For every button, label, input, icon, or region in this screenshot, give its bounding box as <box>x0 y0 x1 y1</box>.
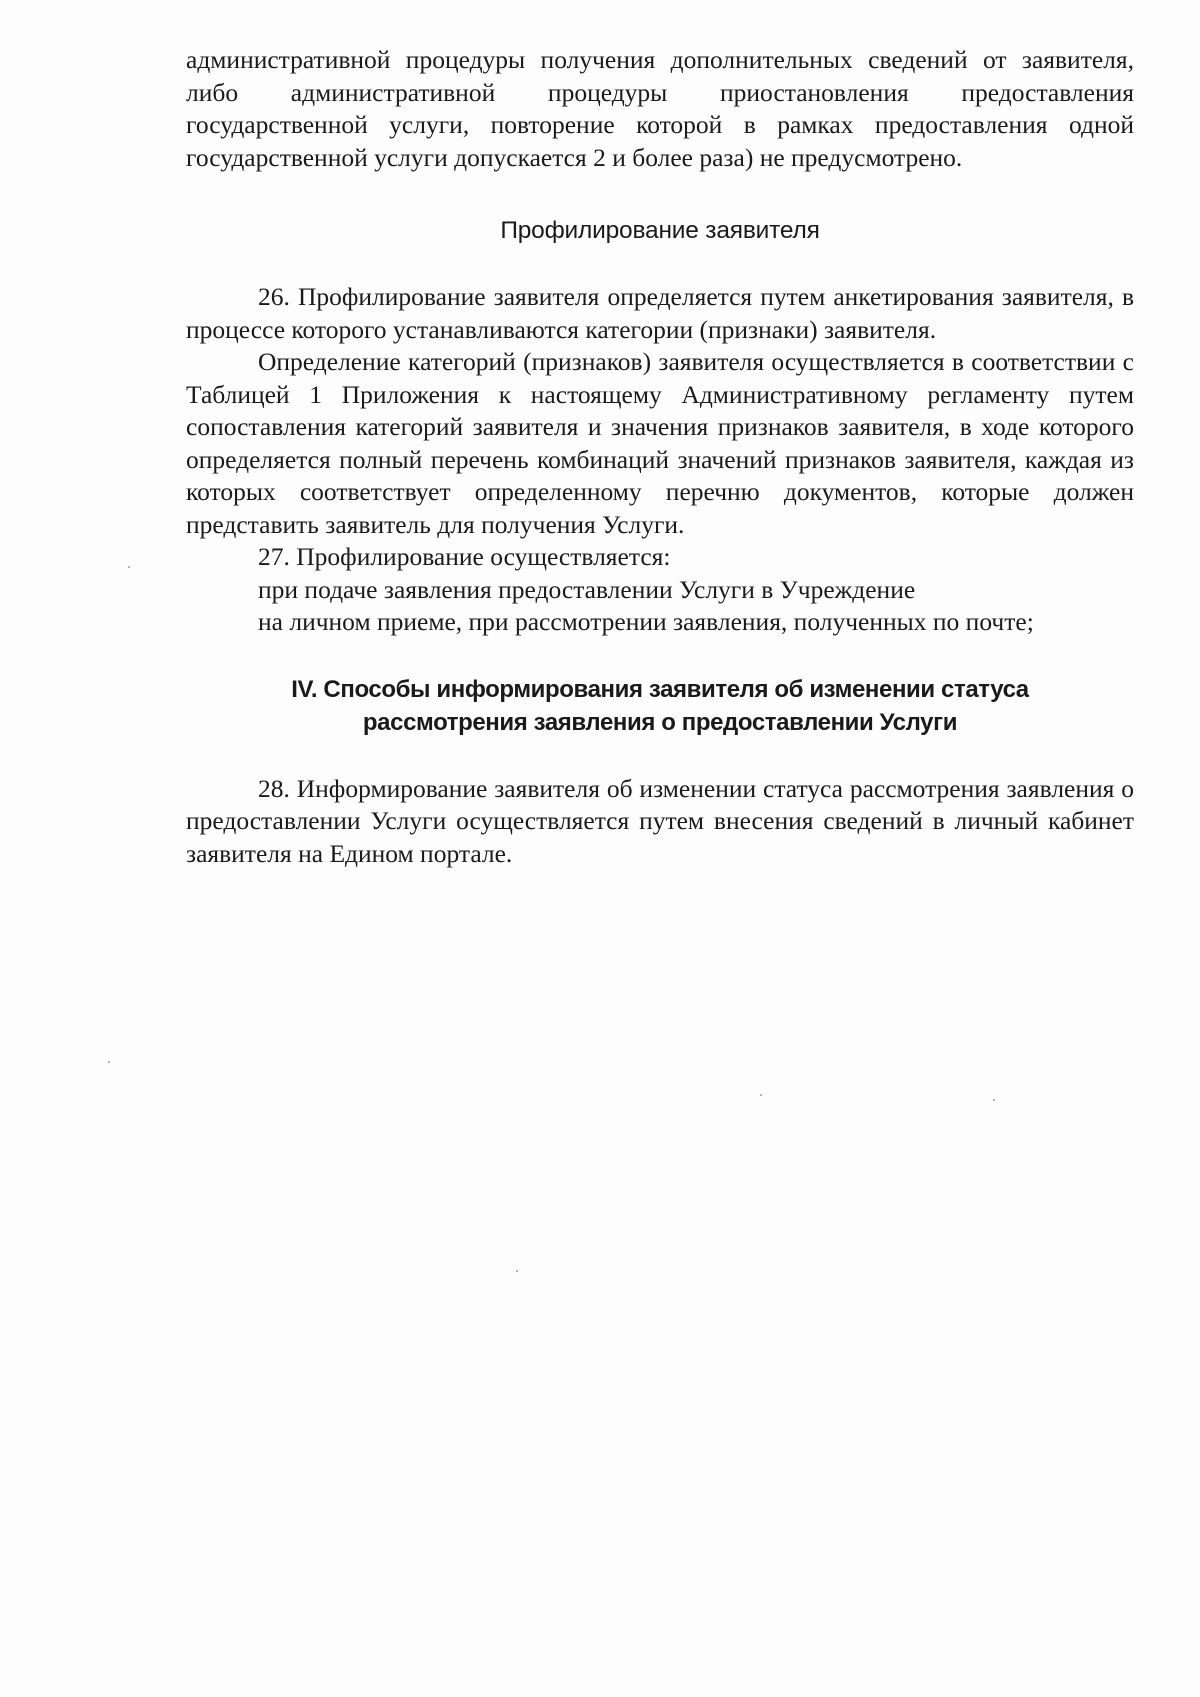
paragraph-27: 27. Профилирование осуществляется: <box>258 542 671 571</box>
document-body <box>186 44 1134 870</box>
paragraph-26: 26. Профилирование заявителя определяется путем анкетирования заявителя, в процессе которого устанавливаются категории (признаки) заявителя. <box>186 282 1134 344</box>
section-heading-iv-line-2: рассмотрения заявления о предоставлении Услуги <box>362 708 958 736</box>
scan-speck <box>128 566 130 568</box>
scan-speck <box>760 1094 762 1096</box>
intro-paragraph: административной процедуры получения дополнительных сведений от заявителя, либо административной процедуры приостановления предоставления государственной услуги, повторение которой в рамках предоставления одной государственной услуги допускается 2 и более раза) не предусмотрено. <box>186 45 1134 172</box>
scan-speck <box>993 1099 995 1101</box>
paragraph-26-continuation: Определение категорий (признаков) заявителя осуществляется в соответствии с Таблицей 1 Приложения к настоящему Административному регламенту путем сопоставления категорий заявителя и значения признаков заявителя, в ходе которого определяется полный перечень комбинаций значений признаков заявителя, каждая из которых соответствует определенному перечню документов, которые должен представить заявитель для получения Услуги. <box>186 347 1134 539</box>
section-heading-profiling: Профилирование заявителя <box>500 217 820 244</box>
scan-speck <box>516 1270 518 1272</box>
scan-speck <box>108 1061 110 1063</box>
paragraph-27-item-2: на личном приеме, при рассмотрении заявления, полученных по почте; <box>258 607 1034 636</box>
section-heading-iv-line-1: IV. Способы информирования заявителя об изменении статуса <box>291 675 1029 703</box>
paragraph-27-item-1: при подаче заявления предоставлении Услуги в Учреждение <box>258 574 916 604</box>
paragraph-28: 28. Информирование заявителя об изменении статуса рассмотрения заявления о предоставлении Услуги осуществляется путем внесения сведений в личный кабинет заявителя на Едином портале. <box>186 773 1134 868</box>
